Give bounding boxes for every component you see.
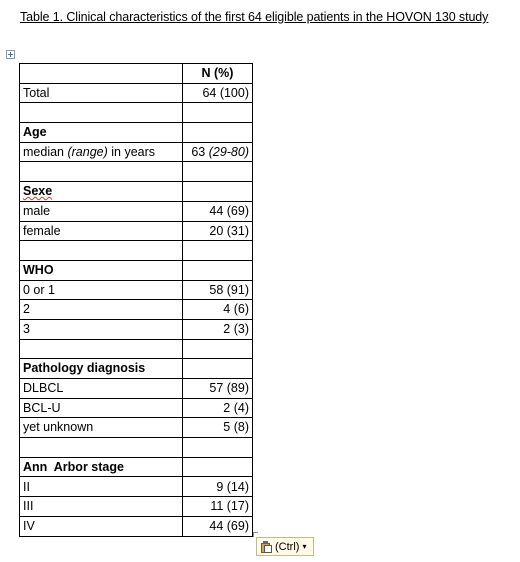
table-row: [20, 260, 253, 280]
table-row: [20, 280, 253, 300]
row-value: 20 (31): [183, 221, 253, 241]
table-row-spacer: [20, 438, 253, 458]
section-heading: Sexe: [20, 182, 183, 202]
table-row: [20, 182, 253, 202]
section-heading: WHO: [20, 260, 183, 280]
row-label: 2: [20, 300, 183, 320]
table-move-handle-icon[interactable]: [6, 50, 15, 59]
clinical-characteristics-table: [19, 63, 253, 537]
paste-options-label: (Ctrl): [275, 540, 300, 553]
row-label: yet unknown: [20, 418, 183, 438]
row-value: 2 (4): [183, 398, 253, 418]
table-row: [20, 477, 253, 497]
table-row-spacer: [20, 339, 253, 359]
row-value: 4 (6): [183, 300, 253, 320]
row-value: 44 (69): [183, 201, 253, 221]
row-label: DLBCL: [20, 379, 183, 399]
row-value: 57 (89): [183, 379, 253, 399]
section-heading: Age: [20, 123, 183, 143]
row-value: 58 (91): [183, 280, 253, 300]
row-value: 64 (100): [183, 83, 253, 103]
header-cell-empty: [20, 64, 183, 84]
row-label: 3: [20, 319, 183, 339]
row-value: 63 (29-80): [183, 142, 253, 162]
row-label: male: [20, 201, 183, 221]
table-row: [20, 300, 253, 320]
row-value: 44 (69): [183, 516, 253, 536]
table-row-spacer: [20, 241, 253, 261]
row-label: IV: [20, 516, 183, 536]
row-value: 5 (8): [183, 418, 253, 438]
row-label: II: [20, 477, 183, 497]
paste-options-button[interactable]: [256, 537, 314, 556]
row-label: BCL-U: [20, 398, 183, 418]
section-heading: Ann Arbor stage: [20, 457, 183, 477]
table-row: [20, 418, 253, 438]
table-caption: Table 1. Clinical characteristics of the first 64 eligible patients in the HOVON 130 study: [20, 10, 489, 24]
row-label: 0 or 1: [20, 280, 183, 300]
table-row: [20, 221, 253, 241]
row-label: median (range) in years: [20, 142, 183, 162]
clipboard-icon: [260, 541, 272, 553]
table-row-spacer: [20, 103, 253, 123]
row-value: 2 (3): [183, 319, 253, 339]
table-row: [20, 83, 253, 103]
row-label: Total: [20, 83, 183, 103]
table-row: [20, 379, 253, 399]
chevron-down-icon: ▾: [302, 542, 307, 551]
table-row: [20, 123, 253, 143]
row-value: 11 (17): [183, 497, 253, 517]
table-row: [20, 359, 253, 379]
table-row-spacer: [20, 162, 253, 182]
table-row: [20, 201, 253, 221]
table-row: [20, 497, 253, 517]
row-label: female: [20, 221, 183, 241]
table-row: [20, 142, 253, 162]
row-value: 9 (14): [183, 477, 253, 497]
table-row: [20, 398, 253, 418]
table-row: [20, 516, 253, 536]
table-row: [20, 64, 253, 84]
table-row: [20, 457, 253, 477]
row-label: III: [20, 497, 183, 517]
section-heading: Pathology diagnosis: [20, 359, 183, 379]
header-cell-n-percent: N (%): [183, 64, 253, 84]
table-row: [20, 319, 253, 339]
